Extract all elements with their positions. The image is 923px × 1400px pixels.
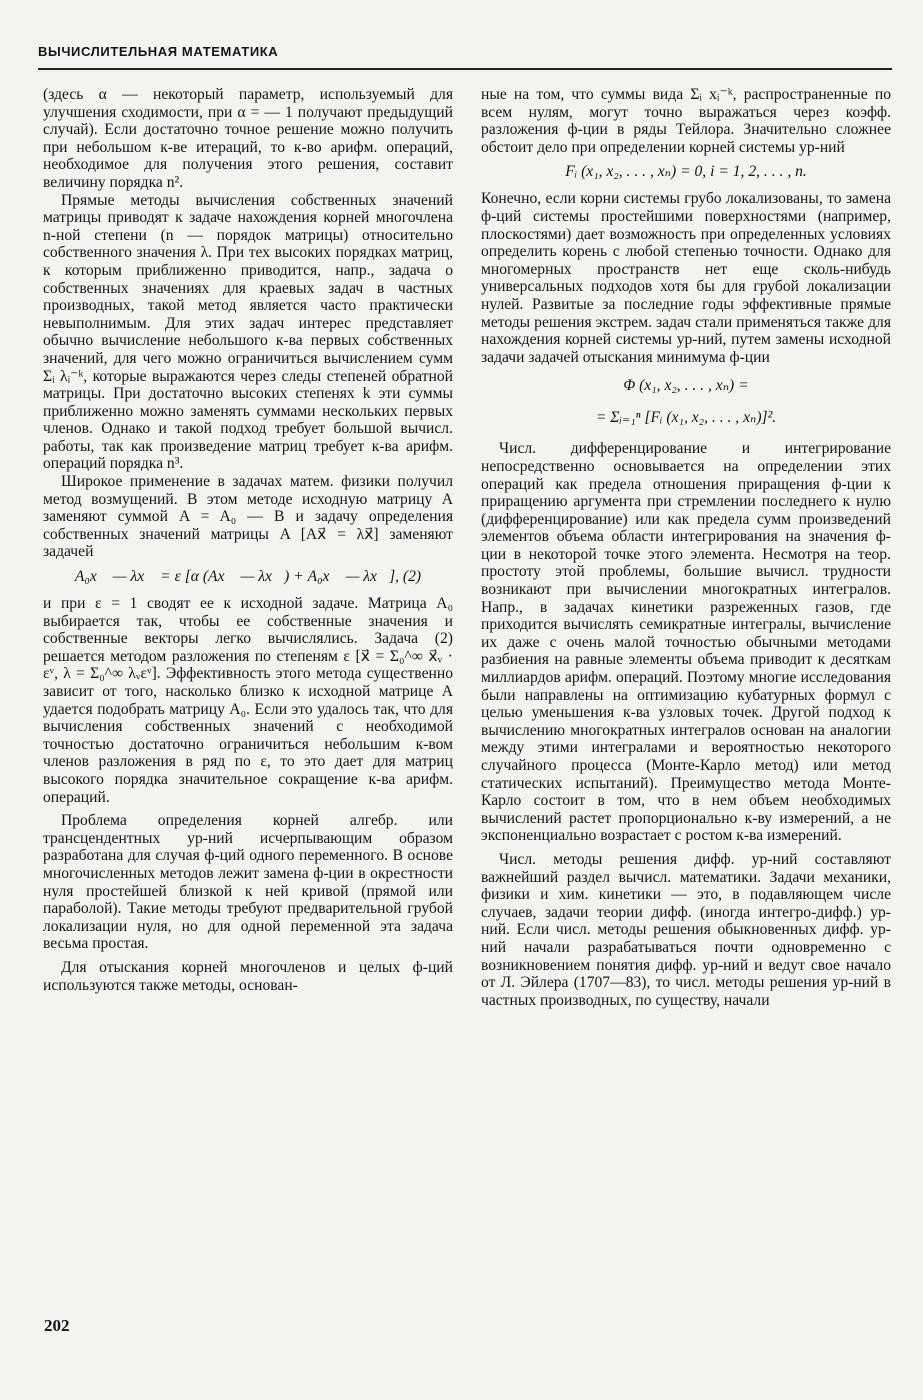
paragraph: Проблема определения корней алгебр. или трансцендентных ур-ний исчерпывающим образом разработана для случая ф-ций одного переменного. В основе многочисленных методов лежит замена ф-ции в окрестности нуля простейшей близкой к ней кривой (прямой или параболой). Такие методы требуют предварительной грубой локализации нуля, но для одной переменной эта задача весьма простая. (43, 812, 453, 953)
header-rule (38, 68, 892, 70)
left-column (43, 86, 453, 994)
right-column (481, 86, 891, 1009)
running-header: ВЫЧИСЛИТЕЛЬНАЯ МАТЕМАТИКА (38, 44, 279, 59)
paragraph: Широкое применение в задачах матем. физики получил метод возмущений. В этом методе исходную матрицу A заменяют суммой A = A₀ — B и задачу определения собственных значений матрицы A [Ax⃗ = λx⃗] заменяют задачей (43, 473, 453, 561)
page-number: 202 (44, 1316, 70, 1335)
paragraph: ные на том, что суммы вида Σᵢ xᵢ⁻ᵏ, распространенные по всем нулям, могут точно выражаться через коэфф. разложения ф-ции в ряды Тейлора. Значительно сложнее обстоит дело при определении корней системы ур-ний (481, 86, 891, 156)
equation-system: Fᵢ (x₁, x₂, . . . , xₙ) = 0, i = 1, 2, . . . , n. (565, 163, 807, 181)
paragraph: (здесь α — некоторый параметр, используемый для улучшения сходимости, при α = — 1 получают предыдущий случай). Если достаточно точное решение можно получить при небольшом к-ве итераций, то к-во арифм. операций, необходимое для получения этого решения, составит величину порядка n². (43, 86, 453, 191)
paragraph: Конечно, если корни системы грубо локализованы, то замена ф-ций системы простейшими поверхностями (например, плоскостями) дает возможность при определенных условиях определить корень с любой степенью точности. Однако для многомерных пространств нет еще сколь-нибудь универсальных подходов хотя бы для грубой локализации нулей. Развитые за последние годы эффективные прямые методы решения экстрем. задач стали применяться также для нахождения корней системы ур-ний, путем замены исходной задачи задачей отыскания минимума ф-ции (481, 190, 891, 366)
paragraph: Числ. методы решения дифф. ур-ний составляют важнейший раздел вычисл. математики. Задачи механики, физики и хим. кинетики — это, в подавляющем числе случаев, задачи теории дифф. (иногда интегро-дифф.) ур-ний. Если числ. методы решения обыкновенных дифф. ур-ний начали разрабатываться почти одновременно с возникновением понятия дифф. ур-ний и ведут свое начало от Л. Эйлера (1707—83), то числ. методы решения ур-ний в частных производных, по существу, начали (481, 850, 891, 1009)
equation-2: A₀x⃗ — λx⃗ = ε [α (Ax⃗ — λx⃗) + A₀x⃗ — λx⃗], (2) (74, 568, 422, 586)
equation-phi-line-1: Φ (x₁, x₂, . . . , xₙ) = (623, 377, 749, 395)
paragraph: и при ε = 1 сводят ее к исходной задаче. Матрица A₀ выбирается так, чтобы ее собственные значения и собственные векторы легко вычислялись. Задача (2) решается методом разложения по степеням ε [x⃗ = Σ₀^∞ x⃗ᵥ · εᵛ, λ = Σ₀^∞ λᵥεᵛ]. Эффективность этого метода существенно зависит от того, насколько близко к исходной матрице A удается подобрать матрицу A₀. Если это удалось так, что для вычисления собственных значений с необходимой точностью достаточно ограничиться небольшим к-вом членов разложения в ряд по ε, то это дает для матриц высокого порядка значительное сокращение к-ва арифм. операций. (43, 595, 453, 806)
equation-phi-line-2: = Σᵢ₌₁ⁿ [Fᵢ (x₁, x₂, . . . , xₙ)]². (595, 409, 777, 427)
paragraph: Прямые методы вычисления собственных значений матрицы приводят к задаче нахождения корней многочлена n-ной степени (n — порядок матрицы) относительно собственного значения λ. При тех высоких порядках матриц, к которым приближенно приводится, напр., задача о собственных значениях для краевых задач в частных производных, такой метод является часто практически невыполнимым. Для этих задач интерес представляет обычно вычисление небольшого к-ва первых собственных значений, для чего можно ограничиться вычислением сумм Σᵢ λᵢ⁻ᵏ, которые выражаются через следы степеней обратной матрицы. При достаточно высоких степенях k эти суммы приближенно можно заменять суммами нескольких первых членов. Однако и такой подход требует большой вычисл. работы, так как произведение матриц требует к-ва арифм. операций порядка n³. (43, 191, 453, 473)
paragraph: Для отыскания корней многочленов и целых ф-ций используются также методы, основан- (43, 958, 453, 994)
paragraph: Числ. дифференцирование и интегрирование непосредственно основывается на определении этих операций как предела отношения приращения ф-ции к приращению аргумента при стремлении последнего к нулю (дифференцирование) или как предела сумм произведений элементов объема области интегрирования на значения ф-ции в некоторой точке этого элемента. Несмотря на теор. простоту этой проблемы, большие вычисл. трудности возникают при вычислении многократных интегралов. Напр., в задачах кинетики разреженных газов, где приходится вычислять семикратные интегралы, вычисление их даже с очень малой точностью обычными методами разбиения на равные элементы объема приводит к десяткам миллиардов арифм. операций. Поэтому многие исследования были направлены на оптимизацию кубатурных формул с целью уменьшения к-ва узловых точек. Другой подход к вычислению многократных интегралов основан на аналогии между этими интегралами и вероятностью некоторого случайного процесса (Монте-Карло метод) или метод статических испытаний). Преимущество метода Монте-Карло состоит в том, что в нем объем необходимых вычислений растет пропорционально к-ву измерений, а не экспоненциально возрастает с ростом к-ва измерений. (481, 440, 891, 845)
